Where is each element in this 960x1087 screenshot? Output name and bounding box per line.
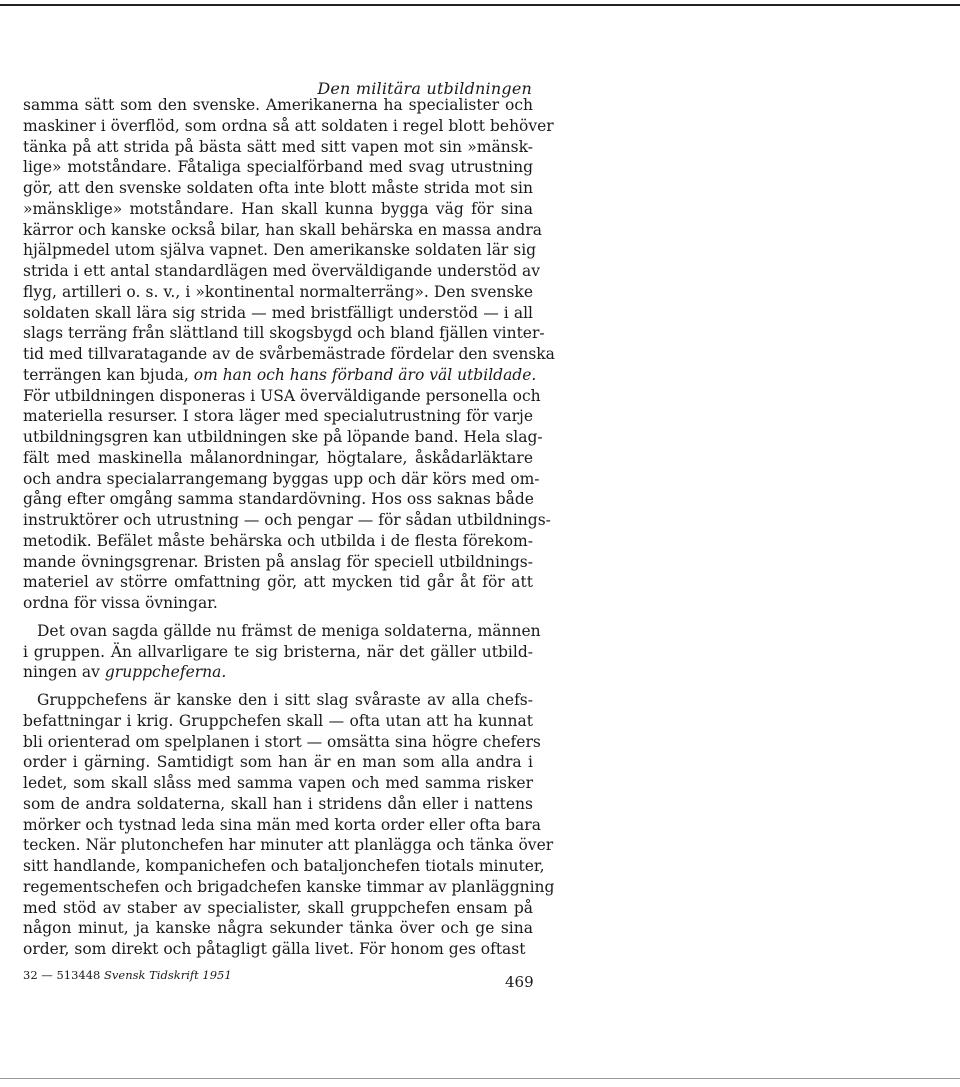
running-head: Den militära utbildningen — [317, 79, 532, 98]
text-run: instruktörer och utrustning — och pengar — för sådan utbildnings- — [23, 511, 551, 529]
text-run: tänka på att strida på bästa sätt med sitt vapen mot sin »mänsk- — [23, 137, 533, 156]
text-run: samma sätt som den svenske. Amerikanerna ha specialister och — [23, 96, 533, 114]
text-run: någon minut, ja kanske några sekunder tänka över och ge sina — [23, 919, 533, 938]
text-run: bli orienterad om spelplanen i stort — omsätta sina högre chefers — [23, 732, 541, 751]
text-line — [23, 732, 541, 753]
text-line — [23, 593, 533, 614]
text-line — [23, 835, 554, 856]
text-line — [23, 323, 545, 344]
text-line — [23, 303, 533, 324]
body-text — [23, 95, 555, 960]
text-run: För utbildningen disponeras i USA överväldigande personella och — [23, 386, 541, 405]
text-line — [23, 427, 543, 448]
text-line — [23, 137, 533, 158]
text-line — [23, 116, 554, 137]
text-run: materiella resurser. I stora läger med specialutrustning för varje — [23, 407, 533, 426]
text-line — [23, 690, 533, 711]
text-line — [23, 856, 545, 877]
text-run: lige» motståndare. Fåtaliga specialförband med svag utrustning — [23, 158, 533, 177]
text-run: ningen av — [23, 663, 105, 682]
text-run: Det ovan sagda gällde nu främst de meniga soldaterna, männen — [37, 621, 541, 640]
text-line — [23, 662, 533, 683]
text-run: mörker och tystnad leda sina män med korta order eller ofta bara — [23, 815, 541, 834]
text-line — [23, 220, 542, 241]
text-line — [23, 95, 533, 116]
text-line — [23, 469, 540, 490]
text-line — [23, 240, 537, 261]
italic-text: gruppcheferna. — [104, 663, 227, 682]
text-run: fält med maskinella målanordningar, högtalare, åskådarläktare — [23, 448, 533, 467]
text-line — [23, 489, 533, 510]
paragraph-gap — [23, 683, 533, 690]
text-run: slags terräng från slättland till skogsbygd och bland fjällen vinter- — [23, 324, 545, 343]
text-line — [23, 794, 533, 815]
text-run: med stöd av staber av specialister, skall gruppchefen ensam på — [23, 898, 533, 917]
text-run: »mänsklige» motståndare. Han skall kunna bygga väg för sina — [23, 199, 533, 218]
scan-edge-bottom — [0, 1078, 960, 1079]
text-run: order, som direkt och påtagligt gälla livet. För honom ges oftast — [23, 940, 526, 958]
text-line — [23, 752, 533, 773]
printer-signature: 32 — 513448 — [23, 968, 101, 982]
text-run: maskiner i överflöd, som ordna så att soldaten i regel blott behöver — [23, 116, 554, 135]
text-run: tid med tillvaratagande av de svårbemästrade fördelar den svenska — [23, 345, 555, 363]
page-number: 469 — [505, 973, 534, 991]
text-line — [23, 711, 533, 732]
text-run: mande övningsgrenar. Bristen på anslag för speciell utbildnings- — [23, 552, 533, 571]
text-run: kärror och kanske också bilar, han skall behärska en massa andra — [23, 220, 542, 239]
text-run: sitt handlande, kompanichefen och bataljonchefen tiotals minuter, — [23, 857, 545, 875]
text-line — [23, 877, 555, 898]
text-line — [23, 531, 533, 552]
text-line — [23, 157, 533, 178]
text-run: utbildningsgren kan utbildningen ske på löpande band. Hela slag- — [23, 428, 543, 446]
paragraph-gap — [23, 614, 533, 621]
paragraph — [23, 621, 541, 683]
text-run: order i gärning. Samtidigt som han är en man som alla andra i — [23, 753, 533, 772]
journal-name: Svensk Tidskrift 1951 — [104, 968, 232, 982]
text-line — [23, 815, 541, 836]
text-run: i gruppen. Än allvarligare te sig bristerna, när det gäller utbild- — [23, 642, 533, 661]
footer-signature-line — [23, 968, 232, 982]
text-line — [23, 282, 533, 303]
italic-text: om han och hans förband äro väl utbildade. — [193, 365, 537, 384]
text-line — [23, 918, 533, 939]
text-run: befattningar i krig. Gruppchefen skall — ofta utan att ha kunnat — [23, 711, 533, 730]
text-run: regementschefen och brigadchefen kanske timmar av planläggning — [23, 877, 555, 896]
text-run: gång efter omgång samma standardövning. Hos oss saknas både — [23, 490, 534, 509]
text-line — [23, 898, 533, 919]
text-line — [23, 406, 533, 427]
text-line — [23, 261, 540, 282]
text-line — [23, 773, 533, 794]
text-run: och andra specialarrangemang byggas upp och där körs med om- — [23, 469, 540, 488]
text-line — [23, 178, 533, 199]
text-line — [23, 552, 533, 573]
text-run: metodik. Befälet måste behärska och utbilda i de flesta förekom- — [23, 531, 533, 550]
text-run: strida i ett antal standardlägen med överväldigande understöd av — [23, 262, 540, 280]
text-run: som de andra soldaterna, skall han i stridens dån eller i nattens — [23, 794, 533, 813]
text-line — [23, 642, 533, 663]
text-run: gör, att den svenske soldaten ofta inte blott måste strida mot sin — [23, 179, 533, 197]
text-line — [23, 939, 533, 960]
text-line — [23, 621, 541, 642]
text-line — [23, 365, 537, 386]
text-run: flyg, artilleri o. s. v., i »kontinental normalterräng». Den svenske — [23, 282, 533, 301]
text-line — [23, 510, 551, 531]
text-line — [23, 199, 533, 220]
text-run: Gruppchefens är kanske den i sitt slag svåraste av alla chefs- — [37, 691, 533, 709]
text-run: hjälpmedel utom själva vapnet. Den amerikanske soldaten lär sig — [23, 241, 537, 260]
text-line — [23, 448, 533, 469]
text-line — [23, 572, 533, 593]
text-run: materiel av större omfattning gör, att mycken tid går åt för att — [23, 573, 533, 592]
text-run: terrängen kan bjuda, — [23, 365, 194, 384]
text-line — [23, 386, 541, 407]
scan-edge-top — [0, 4, 960, 6]
text-run: ledet, som skall slåss med samma vapen och med samma risker — [23, 774, 533, 792]
text-run: ordna för vissa övningar. — [23, 594, 218, 612]
text-run: soldaten skall lära sig strida — med bristfälligt understöd — i all — [23, 303, 533, 322]
paragraph — [23, 690, 555, 960]
paragraph — [23, 95, 555, 614]
text-run: tecken. När plutonchefen har minuter att planlägga och tänka över — [23, 836, 554, 855]
text-line — [23, 344, 555, 365]
